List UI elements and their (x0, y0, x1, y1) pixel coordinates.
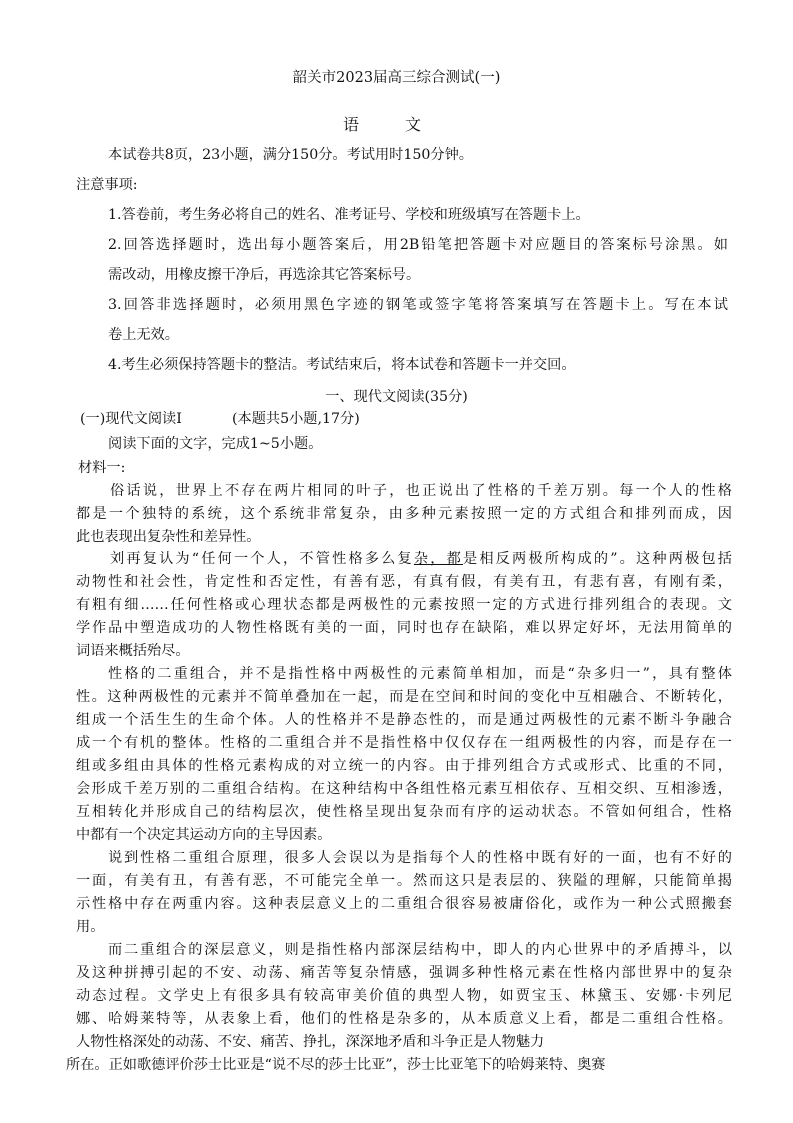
section-heading: 一、现代文阅读(35分) (325, 389, 468, 405)
paragraph-line: 用。 (76, 919, 105, 935)
paragraph-line: 组成一个活生生的生命个体。人的性格并不是静态性的，而是通过两极性的元素不断斗争融合 (76, 712, 732, 728)
paragraph-line (110, 550, 732, 568)
paragraph-line: 学作品中塑造成功的人物性格既有美的一面，同时也存在缺陷，难以界定好坏，无法用简单的 (76, 620, 732, 636)
notice-item-3: 3.回答非选择题时，必须用黑色字迹的钢笔或签字笔将答案填写在答题卡上。写在本试 (108, 297, 728, 313)
paragraph-line: 会形成千差万别的二重组合结构。在这种结构中各组性格元素互相依存、互相交织、互相渗透， (76, 781, 732, 797)
paragraph-line: 俗话说，世界上不存在两片相同的叶子，也正说出了性格的千差万别。每一个人的性格 (110, 483, 732, 499)
exam-title: 韶关市2023届高三综合测试(一) (292, 70, 501, 86)
paragraph-line: 而二重组合的深层意义，则是指性格内部深层结构中，即人的内心世界中的矛盾搏斗，以 (108, 942, 732, 958)
notice-item-2: 2.回答选择题时，选出每小题答案后，用2B铅笔把答题卡对应题目的答案标号涂黑。如 (108, 237, 728, 253)
paragraph-line: 说到性格二重组合原理，很多人会误以为是指每个人的性格中既有好的一面，也有不好的 (108, 850, 732, 866)
paragraph-line: 成一个有机的整体。性格的二重组合并不是指性格中仅仅存在一组两极性的内容，而是存在一 (76, 735, 732, 751)
quote-part: 是相反两极所构成的”。这种两极包括 (462, 551, 732, 567)
paragraph-line: 示性格中存在两重内容。这种表层意义上的二重组合很容易被庸俗化，或作为一种公式照搬套 (76, 896, 732, 912)
paragraph-line: 所在。正如歌德评价莎士比亚是“说不尽的莎士比亚”，莎士比亚笔下的哈姆莱特、奥赛 (66, 1057, 606, 1073)
paragraph-line: 性格的二重组合，并不是指性格中两极性的元素简单相加，而是“杂多归一”，具有整体 (108, 666, 732, 682)
paragraph-line: 性。这种两极性的元素并不简单叠加在一起，而是在空间和时间的变化中互相融合、不断转化， (76, 689, 732, 705)
notice-item-3-cont: 卷上无效。 (108, 327, 179, 343)
subject-char-2: 文 (405, 115, 422, 134)
paragraph-line: 互相转化并形成自己的结构层次，使性格呈现出复杂而有序的运动状态。不管如何组合，性格 (76, 804, 732, 820)
notice-item-4: 4.考生必须保持答题卡的整洁。考试结束后，将本试卷和答题卡一并交回。 (108, 357, 576, 373)
notice-item-2-cont: 需改动，用橡皮擦干净后，再选涂其它答案标号。 (108, 267, 421, 283)
paragraph-line: 中都有一个决定其运动方向的主导因素。 (76, 827, 332, 843)
paragraph-line: 词语来概括殆尽。 (76, 643, 190, 659)
paragraph-line: 一面，有美有丑，有善有恶，不可能完全单一。然而这只是表层的、狭隘的理解，只能简单揭 (76, 873, 732, 889)
notice-item-1: 1.答卷前，考生务必将自己的姓名、准考证号、学校和班级填写在答题卡上。 (108, 207, 590, 223)
paragraph-line: 及这种拼搏引起的不安、动荡、痛苦等复杂情感，强调多种性格元素在性格内部世界中的复杂 (76, 965, 732, 981)
instruction: 阅读下面的文字，完成1~5小题。 (108, 436, 323, 452)
paragraph-line: 都是一个独特的系统，这个系统非常复杂，由多种元素按照一定的方式组合和排列而成，因 (76, 506, 732, 522)
paragraph-line: 人物性格深处的动荡、不安、痛苦、挣扎，深深地矛盾和斗争正是人物魅力 (76, 1034, 545, 1050)
subject-char-1: 语 (343, 115, 360, 134)
paragraph-line: 娜、哈姆莱特等，从表象上看，他们的性格是杂多的，从本质意义上看，都是二重组合性格。 (76, 1011, 732, 1027)
material-label: 材料一: (78, 460, 126, 476)
paragraph-line: 组或多组由具体的性格元素构成的对立统一的内容。由于排列组合方式或形式、比重的不同， (76, 758, 732, 774)
quote-part: 刘再复认为“任何一个人，不管性格多么复 (110, 551, 414, 567)
paragraph-line: 此也表现出复杂性和差异性。 (76, 529, 261, 545)
paragraph-line: 有粗有细……任何性格或心理状态都是两极性的元素按照一定的方式进行排列组合的表现。文 (76, 597, 732, 613)
paragraph-line: 动态过程。文学史上有很多具有较高审美价值的典型人物，如贾宝玉、林黛玉、安娜·卡列尼 (76, 988, 732, 1004)
paragraph-line: 动物性和社会性，肯定性和否定性，有善有恶，有真有假，有美有丑，有悲有喜，有刚有柔， (76, 574, 732, 590)
notice-heading: 注意事项: (76, 177, 138, 193)
exam-intro: 本试卷共8页，23小题，满分150分。考试用时150分钟。 (108, 147, 473, 163)
underlined-text: 杂，都 (413, 551, 463, 567)
subsection-info: (本题共5小题,17分) (232, 411, 360, 427)
subsection-label: (一)现代文阅读Ⅰ (80, 411, 182, 427)
